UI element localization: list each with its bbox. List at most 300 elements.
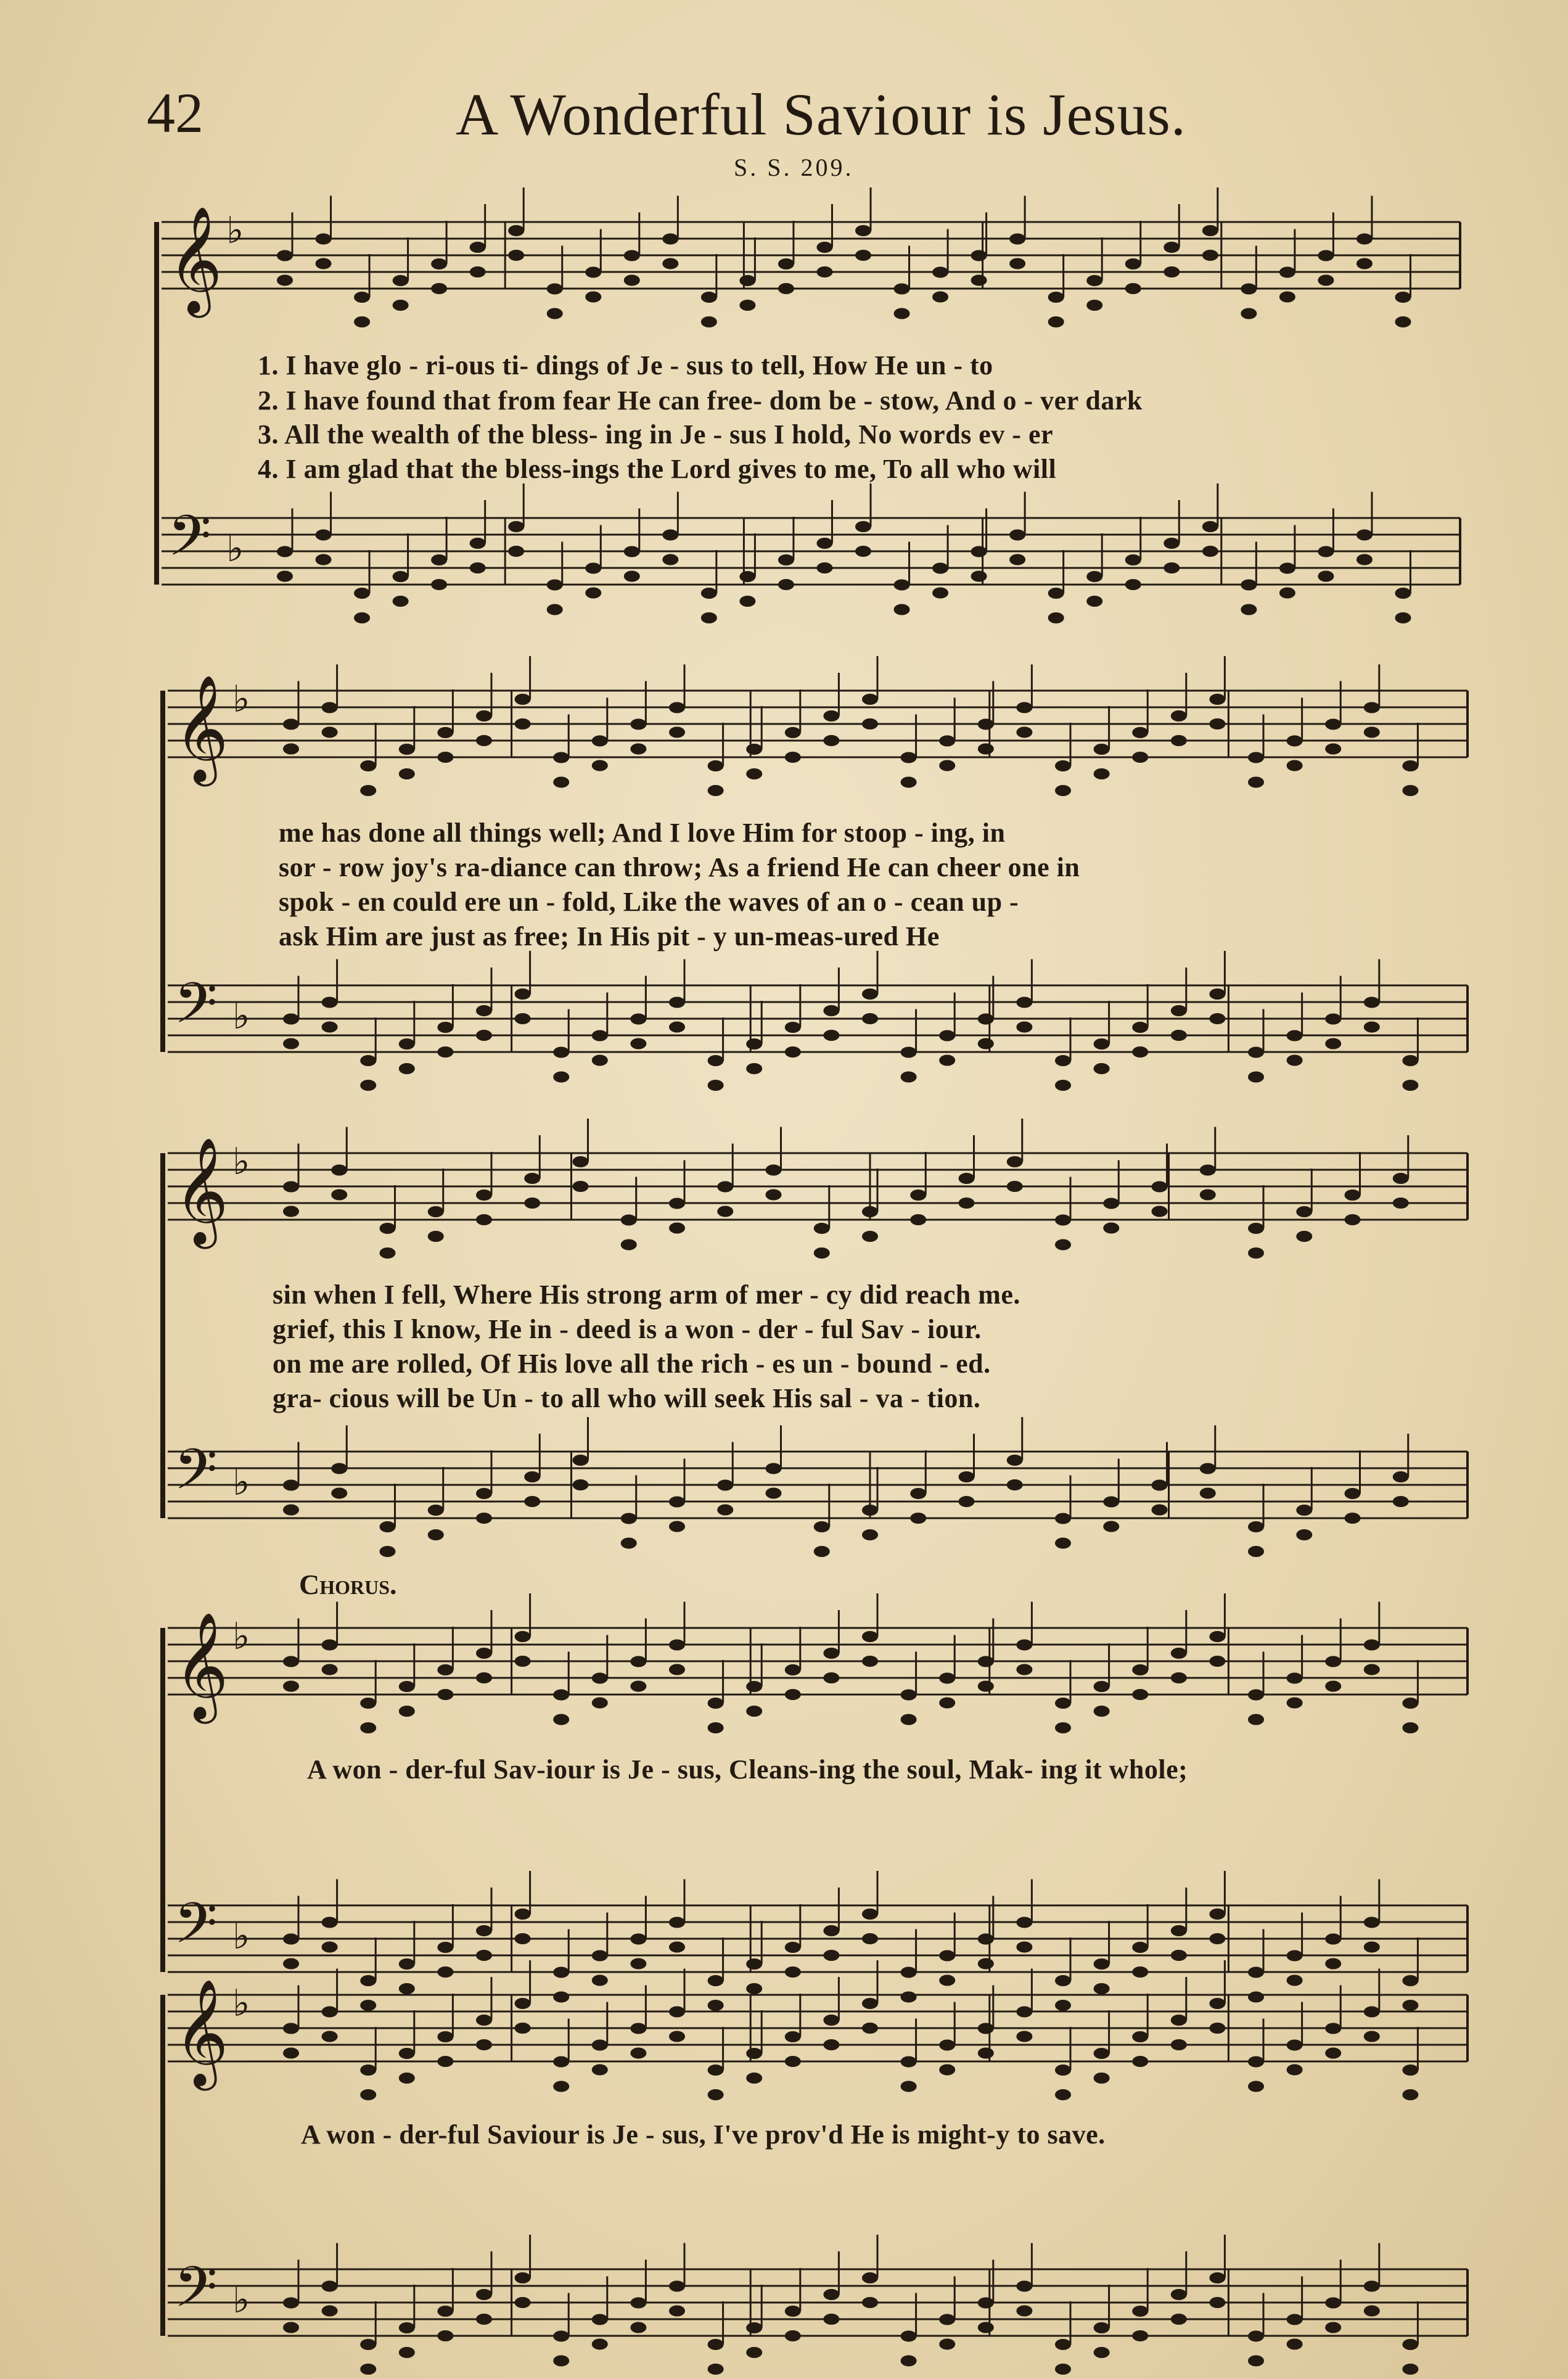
note-head xyxy=(1364,997,1380,1008)
note-head xyxy=(862,718,878,729)
note-head xyxy=(1103,1198,1119,1209)
note-head xyxy=(399,1063,415,1074)
note-head xyxy=(630,2023,646,2034)
note-head xyxy=(399,1038,415,1050)
note-head xyxy=(901,1967,917,1978)
note-head xyxy=(524,1198,540,1209)
note-head xyxy=(331,1463,347,1474)
note-head xyxy=(669,1497,685,1508)
note-head xyxy=(399,1681,415,1692)
note-head xyxy=(1094,1706,1110,1717)
note-head xyxy=(1055,1722,1071,1733)
note-head xyxy=(1364,1022,1380,1033)
note-head xyxy=(476,1648,492,1659)
note-head xyxy=(360,1722,376,1733)
note-head xyxy=(746,2347,762,2358)
note-head xyxy=(1055,760,1071,771)
note-head xyxy=(708,1055,724,1066)
note-head xyxy=(978,2322,994,2333)
note-head xyxy=(573,1455,589,1466)
note-head xyxy=(978,1656,994,1667)
note-head xyxy=(1094,2073,1110,2084)
note-head xyxy=(1248,1223,1264,1234)
note-head xyxy=(669,1521,685,1532)
note-head xyxy=(1055,785,1071,796)
note-head xyxy=(862,2272,878,2283)
note-head xyxy=(766,1463,782,1474)
note-head xyxy=(766,1488,782,1499)
note-head xyxy=(823,2289,839,2300)
note-head xyxy=(283,2023,299,2034)
note-head xyxy=(1132,1664,1148,1675)
note-head xyxy=(322,2306,338,2317)
note-head xyxy=(959,1198,975,1209)
note-head xyxy=(437,1664,453,1675)
note-head xyxy=(1016,2306,1032,2317)
note-head xyxy=(1325,1656,1341,1667)
note-head xyxy=(1103,1521,1119,1532)
bass-clef-icon: 𝄢 xyxy=(174,1891,218,1970)
note-head xyxy=(785,2306,801,2317)
note-head xyxy=(939,2339,955,2350)
note-head xyxy=(1287,1698,1303,1709)
note-head xyxy=(1055,2065,1071,2076)
bass-staff xyxy=(168,2235,1467,2375)
note-head xyxy=(592,1950,608,1962)
note-head xyxy=(1393,1471,1409,1482)
verse-3-line-3: on me are rolled, Of His love all the rich - es un - bound - ed. xyxy=(273,1349,991,1379)
note-head xyxy=(630,1014,646,1025)
note-head xyxy=(862,1231,878,1242)
note-head xyxy=(399,768,415,779)
note-head xyxy=(573,1181,589,1192)
treble-clef-icon: 𝄞 xyxy=(174,675,229,782)
note-head xyxy=(1171,1648,1187,1659)
note-head xyxy=(515,2272,531,2283)
note-head xyxy=(823,1925,839,1936)
note-head xyxy=(1132,1046,1148,1058)
note-head xyxy=(1248,2056,1264,2068)
note-head xyxy=(708,760,724,771)
note-head xyxy=(592,760,608,771)
note-head xyxy=(360,2065,376,2076)
note-head xyxy=(1209,718,1225,729)
note-head xyxy=(1171,2289,1187,2300)
note-head xyxy=(669,1640,685,1651)
note-head xyxy=(823,1672,839,1683)
note-head xyxy=(428,1231,444,1242)
note-head xyxy=(1103,1223,1119,1234)
note-head xyxy=(515,1998,531,2009)
note-head xyxy=(1402,2339,1418,2350)
flat-icon: ♭ xyxy=(226,209,244,252)
note-head xyxy=(717,1480,733,1491)
note-head xyxy=(1364,2281,1380,2292)
note-head xyxy=(814,1247,830,1259)
note-head xyxy=(437,752,453,763)
note-head xyxy=(360,785,376,796)
note-head xyxy=(939,736,955,747)
note-head xyxy=(978,2023,994,2034)
note-head xyxy=(360,1698,376,1709)
note-head xyxy=(862,1631,878,1642)
note-head xyxy=(1016,702,1032,713)
note-head xyxy=(331,1190,347,1201)
note-head xyxy=(669,2031,685,2042)
note-head xyxy=(1094,2322,1110,2333)
note-head xyxy=(1248,1690,1264,1701)
note-head xyxy=(1402,1698,1418,1709)
note-head xyxy=(1402,2065,1418,2076)
note-head xyxy=(592,1055,608,1066)
note-head xyxy=(823,2039,839,2050)
flat-icon: ♭ xyxy=(232,1915,250,1958)
note-head xyxy=(1094,1681,1110,1692)
treble-staff xyxy=(168,1119,1467,1259)
note-head xyxy=(1364,2007,1380,2018)
note-head xyxy=(1325,744,1341,755)
note-head xyxy=(476,1488,492,1499)
note-head xyxy=(746,1706,762,1717)
note-head xyxy=(322,1917,338,1928)
note-head xyxy=(476,1190,492,1201)
chorus-line-2: A won - der-ful Saviour is Je - sus, I've prov'd He is might-y to save. xyxy=(301,2119,1106,2150)
note-head xyxy=(1055,2089,1071,2100)
note-head xyxy=(553,2056,569,2068)
note-head xyxy=(1402,2089,1418,2100)
note-head xyxy=(1364,1640,1380,1651)
note-head xyxy=(283,2298,299,2309)
note-head xyxy=(1171,1950,1187,1961)
note-head xyxy=(553,2331,569,2342)
note-head xyxy=(1152,1206,1168,1217)
note-head xyxy=(939,2314,955,2325)
note-head xyxy=(322,997,338,1008)
flat-icon: ♭ xyxy=(226,527,244,570)
note-head xyxy=(1152,1181,1168,1193)
note-head xyxy=(1171,2039,1187,2050)
note-head xyxy=(717,1206,733,1217)
note-head xyxy=(1055,1975,1071,1986)
note-head xyxy=(1016,727,1032,738)
note-head xyxy=(1248,1546,1264,1557)
note-head xyxy=(1016,2007,1032,2018)
note-head xyxy=(766,1190,782,1201)
note-head xyxy=(1055,2364,1071,2375)
note-head xyxy=(1016,1640,1032,1651)
note-head xyxy=(823,2314,839,2325)
note-head xyxy=(476,710,492,721)
note-head xyxy=(360,2089,376,2100)
note-head xyxy=(1171,1030,1187,1041)
bass-staff xyxy=(168,951,1467,1091)
note-head xyxy=(331,1488,347,1499)
note-head xyxy=(1209,1998,1225,2009)
note-head xyxy=(1296,1231,1312,1242)
note-head xyxy=(708,1722,724,1733)
note-head xyxy=(1325,1958,1341,1970)
note-head xyxy=(978,719,994,730)
note-head xyxy=(1209,2297,1225,2308)
note-head xyxy=(592,736,608,747)
note-head xyxy=(437,1046,453,1058)
note-head xyxy=(1209,1909,1225,1920)
note-head xyxy=(476,2039,492,2050)
note-head xyxy=(862,1206,878,1217)
note-head xyxy=(1209,2023,1225,2034)
note-head xyxy=(360,2339,376,2350)
note-head xyxy=(630,2322,646,2333)
note-head xyxy=(1402,1722,1418,1733)
note-head xyxy=(862,2297,878,2308)
note-head xyxy=(1132,2306,1148,2317)
note-head xyxy=(553,777,569,788)
note-head xyxy=(1007,1181,1023,1192)
note-head xyxy=(437,2056,453,2067)
note-head xyxy=(428,1505,444,1516)
note-head xyxy=(360,2000,376,2011)
bass-staff xyxy=(168,1417,1467,1557)
note-head xyxy=(823,735,839,746)
note-head xyxy=(1402,1975,1418,1986)
note-head xyxy=(399,2347,415,2358)
note-head xyxy=(1248,1992,1264,2003)
note-head xyxy=(524,1471,540,1482)
note-head xyxy=(1171,735,1187,746)
note-head xyxy=(901,1992,917,2003)
note-head xyxy=(823,710,839,721)
treble-clef-icon: 𝄞 xyxy=(174,1979,229,2086)
note-head xyxy=(524,1173,540,1184)
note-head xyxy=(978,2048,994,2059)
note-head xyxy=(939,1698,955,1709)
note-head xyxy=(823,1030,839,1041)
note-head xyxy=(814,1223,830,1234)
note-head xyxy=(1325,1934,1341,1945)
note-head xyxy=(1364,2306,1380,2317)
note-head xyxy=(901,2356,917,2367)
note-head xyxy=(1393,1496,1409,1507)
note-head xyxy=(515,1631,531,1642)
note-head xyxy=(1055,1055,1071,1066)
note-head xyxy=(630,1681,646,1692)
note-head xyxy=(428,1206,444,1217)
verse-3-line-2: spok - en could ere un - fold, Like the waves of an o - cean up - xyxy=(279,887,1019,917)
note-head xyxy=(1171,2015,1187,2026)
note-head xyxy=(515,2023,531,2034)
note-head xyxy=(1345,1190,1361,1201)
note-head xyxy=(1345,1488,1361,1499)
verse-2-line-3: grief, this I know, He in - deed is a won - der - ful Sav - iour. xyxy=(273,1314,982,1344)
note-head xyxy=(322,2007,338,2018)
note-head xyxy=(380,1546,396,1557)
note-head xyxy=(399,2322,415,2333)
note-head xyxy=(785,1046,801,1058)
note-head xyxy=(1364,727,1380,738)
note-head xyxy=(708,2364,724,2375)
note-head xyxy=(862,1656,878,1667)
note-head xyxy=(1016,1664,1032,1675)
verse-2-line-2: sor - row joy's ra-diance can throw; As a friend He can cheer one in xyxy=(279,852,1080,882)
note-head xyxy=(1094,1958,1110,1970)
note-head xyxy=(283,1206,299,1217)
note-head xyxy=(901,1072,917,1083)
note-head xyxy=(399,1706,415,1717)
note-head xyxy=(1200,1190,1216,1201)
note-head xyxy=(1287,1055,1303,1066)
note-head xyxy=(553,1690,569,1701)
verse-4-line-3: gra- cious will be Un - to all who will seek His sal - va - tion. xyxy=(273,1383,981,1413)
note-head xyxy=(669,2007,685,2018)
note-head xyxy=(630,744,646,755)
note-head xyxy=(283,1681,299,1692)
note-head xyxy=(1094,768,1110,779)
note-head xyxy=(910,1513,926,1524)
note-head xyxy=(283,2322,299,2333)
note-head xyxy=(708,2065,724,2076)
note-head xyxy=(1287,1975,1303,1986)
note-head xyxy=(1016,1942,1032,1953)
note-head xyxy=(862,1933,878,1944)
note-head xyxy=(476,735,492,746)
note-head xyxy=(322,1664,338,1675)
note-head xyxy=(746,1063,762,1074)
note-head xyxy=(669,2306,685,2317)
note-head xyxy=(553,2081,569,2092)
note-head xyxy=(785,2330,801,2341)
note-head xyxy=(476,1950,492,1961)
note-head xyxy=(1055,1080,1071,1091)
note-head xyxy=(766,1165,782,1176)
note-head xyxy=(1200,1488,1216,1499)
note-head xyxy=(1287,1673,1303,1684)
note-head xyxy=(515,694,531,705)
note-head xyxy=(621,1513,637,1524)
note-head xyxy=(862,694,878,705)
note-head xyxy=(717,1505,733,1516)
note-head xyxy=(592,2040,608,2051)
note-head xyxy=(1094,744,1110,755)
note-head xyxy=(322,1022,338,1033)
note-head xyxy=(746,1983,762,1994)
note-head xyxy=(978,1038,994,1050)
note-head xyxy=(1325,2298,1341,2309)
note-head xyxy=(1055,2339,1071,2350)
note-head xyxy=(1132,2031,1148,2042)
flat-icon: ♭ xyxy=(232,1615,250,1658)
note-head xyxy=(476,1672,492,1683)
note-head xyxy=(573,1479,589,1490)
note-head xyxy=(669,702,685,713)
note-head xyxy=(1393,1173,1409,1184)
note-head xyxy=(1325,1038,1341,1050)
note-head xyxy=(322,2031,338,2042)
note-head xyxy=(669,1664,685,1675)
note-head xyxy=(1287,760,1303,771)
note-head xyxy=(862,2023,878,2034)
note-head xyxy=(1364,702,1380,713)
note-head xyxy=(1402,2364,1418,2375)
note-head xyxy=(785,1942,801,1953)
note-head xyxy=(1209,2272,1225,2283)
note-head xyxy=(553,1992,569,2003)
chorus-line-1: A won - der-ful Sav-iour is Je - sus, Cleans-ing the soul, Mak- ing it whole; xyxy=(307,1754,1188,1785)
note-head xyxy=(1055,1513,1071,1524)
note-head xyxy=(1209,1631,1225,1642)
note-head xyxy=(621,1538,637,1549)
note-head xyxy=(1248,752,1264,763)
note-head xyxy=(708,2089,724,2100)
note-head xyxy=(939,2065,955,2076)
note-head xyxy=(322,2281,338,2292)
note-head xyxy=(1055,1538,1071,1549)
note-head xyxy=(360,2364,376,2375)
note-head xyxy=(1287,2065,1303,2076)
note-head xyxy=(1171,710,1187,721)
treble-clef-icon: 𝄞 xyxy=(168,206,223,313)
note-head xyxy=(978,744,994,755)
note-head xyxy=(322,1640,338,1651)
hymn-title: A Wonderful Saviour is Jesus. xyxy=(456,81,1186,147)
note-head xyxy=(1325,1681,1341,1692)
note-head xyxy=(901,752,917,763)
note-head xyxy=(1364,1942,1380,1953)
chorus-label: Chorus. xyxy=(299,1569,397,1600)
note-head xyxy=(573,1156,589,1167)
note-head xyxy=(862,1013,878,1024)
note-head xyxy=(1248,1967,1264,1978)
note-head xyxy=(1248,1047,1264,1058)
note-head xyxy=(1364,2031,1380,2042)
note-head xyxy=(331,1165,347,1176)
note-head xyxy=(437,1689,453,1700)
note-head xyxy=(283,1505,299,1516)
note-head xyxy=(862,1505,878,1516)
note-head xyxy=(1402,1080,1418,1091)
note-head xyxy=(1132,727,1148,738)
note-head xyxy=(862,988,878,1000)
note-head xyxy=(1007,1479,1023,1490)
note-head xyxy=(939,1055,955,1066)
note-head xyxy=(360,1055,376,1066)
note-head xyxy=(669,997,685,1008)
note-head xyxy=(669,1942,685,1953)
note-head xyxy=(746,1038,762,1050)
note-head xyxy=(322,702,338,713)
note-head xyxy=(708,2339,724,2350)
flat-icon: ♭ xyxy=(232,995,250,1038)
note-head xyxy=(785,1022,801,1033)
note-head xyxy=(621,1239,637,1251)
note-head xyxy=(1016,2031,1032,2042)
note-head xyxy=(910,1488,926,1499)
note-head xyxy=(1248,2356,1264,2367)
note-head xyxy=(1325,2048,1341,2059)
note-head xyxy=(476,1513,492,1524)
note-head xyxy=(1094,2048,1110,2059)
note-head xyxy=(901,1690,917,1701)
bass-clef-icon: 𝄢 xyxy=(174,1437,218,1516)
note-head xyxy=(515,1656,531,1667)
note-head xyxy=(1171,1925,1187,1936)
note-head xyxy=(708,1975,724,1986)
bass-staff xyxy=(168,1871,1467,2011)
treble-staff xyxy=(168,1593,1467,1733)
note-head xyxy=(1393,1198,1409,1209)
note-head xyxy=(1248,1072,1264,1083)
flat-icon: ♭ xyxy=(232,1140,250,1183)
note-head xyxy=(746,1681,762,1692)
